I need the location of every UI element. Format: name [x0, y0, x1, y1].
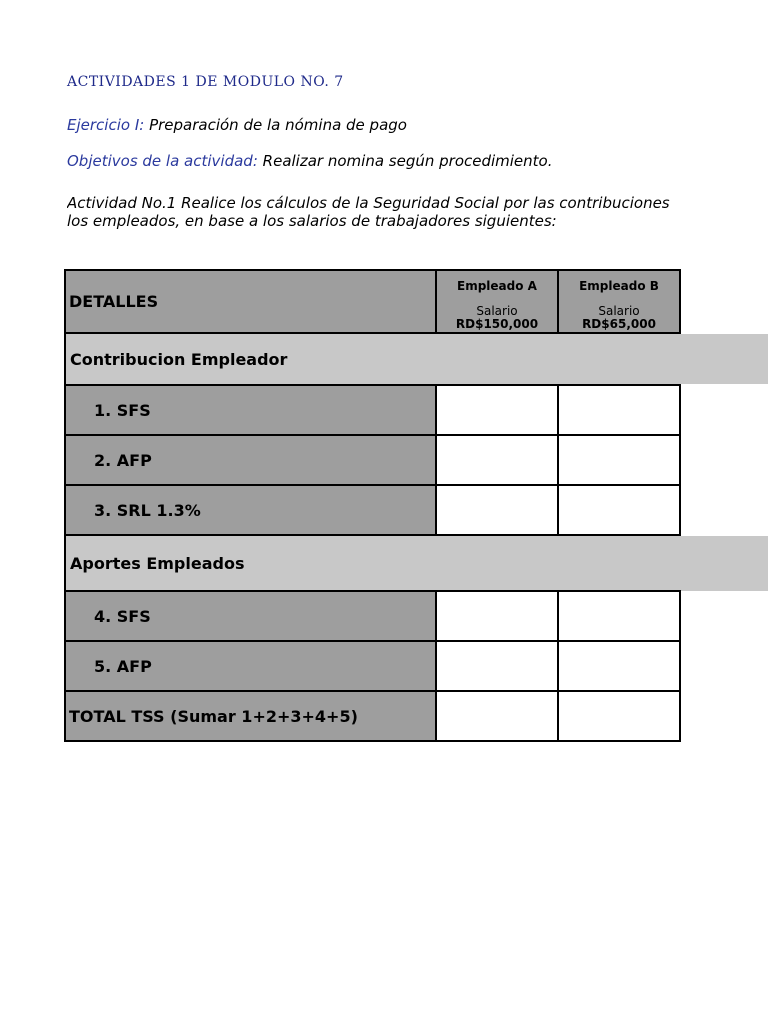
employee-a-salary: RD$150,000: [455, 317, 539, 331]
row-sfs-employer-label: 1. SFS: [94, 400, 151, 420]
cell-b-afp-employer[interactable]: [557, 434, 681, 486]
row-srl-employer: [64, 484, 437, 536]
row-afp-employee: [64, 640, 437, 692]
row-total-tss: [64, 690, 437, 742]
row-srl-employer-label: 3. SRL 1.3%: [94, 500, 201, 520]
exercise-text: Preparación de la nómina de pago: [149, 116, 407, 134]
employee-a-name: Empleado A: [457, 279, 537, 293]
employee-b-salary-label: Salario: [598, 304, 640, 318]
cell-b-srl-employer[interactable]: [557, 484, 681, 536]
row-afp-employer: [64, 434, 437, 486]
details-header: [64, 269, 437, 334]
cell-a-sfs-employee[interactable]: [435, 590, 559, 642]
page-heading: ACTIVIDADES 1 DE MODULO NO. 7: [67, 74, 344, 90]
details-header-label: DETALLES: [69, 292, 159, 311]
activity-line-2: los empleados, en base a los salarios de trabajadores siguientes:: [67, 212, 557, 230]
section-employer: [64, 334, 768, 384]
cell-b-afp-employee[interactable]: [557, 640, 681, 692]
employee-b-header: [557, 269, 681, 334]
row-total-tss-label: TOTAL TSS (Sumar 1+2+3+4+5): [69, 706, 358, 726]
section-employees-label: Aportes Empleados: [70, 554, 245, 573]
row-sfs-employer: [64, 384, 437, 436]
exercise-label: Ejercicio I:: [67, 116, 145, 134]
cell-b-total-tss[interactable]: [557, 690, 681, 742]
row-afp-employer-label: 2. AFP: [94, 450, 152, 470]
section-employer-label: Contribucion Empleador: [70, 349, 288, 369]
row-sfs-employee-label: 4. SFS: [94, 606, 151, 626]
row-afp-employee-label: 5. AFP: [94, 656, 152, 676]
section-employees: [64, 536, 768, 591]
objectives-text: Realizar nomina según procedimiento.: [262, 152, 553, 170]
cell-a-sfs-employer[interactable]: [435, 384, 559, 436]
cell-b-sfs-employer[interactable]: [557, 384, 681, 436]
objectives-line: [67, 152, 553, 170]
activity-description: [67, 194, 680, 230]
exercise-line: [67, 116, 407, 134]
employee-a-header: [435, 269, 559, 334]
cell-a-srl-employer[interactable]: [435, 484, 559, 536]
employee-b-name: Empleado B: [579, 279, 659, 293]
cell-a-afp-employee[interactable]: [435, 640, 559, 692]
cell-b-sfs-employee[interactable]: [557, 590, 681, 642]
employee-a-salary-label: Salario: [476, 304, 518, 318]
employee-b-salary: RD$65,000: [582, 317, 656, 331]
cell-a-total-tss[interactable]: [435, 690, 559, 742]
objectives-label: Objetivos de la actividad:: [67, 152, 258, 170]
row-sfs-employee: [64, 590, 437, 642]
activity-line-1: Actividad No.1 Realice los cálculos de la Seguridad Social por las contribuciones: [67, 194, 670, 212]
cell-a-afp-employer[interactable]: [435, 434, 559, 486]
